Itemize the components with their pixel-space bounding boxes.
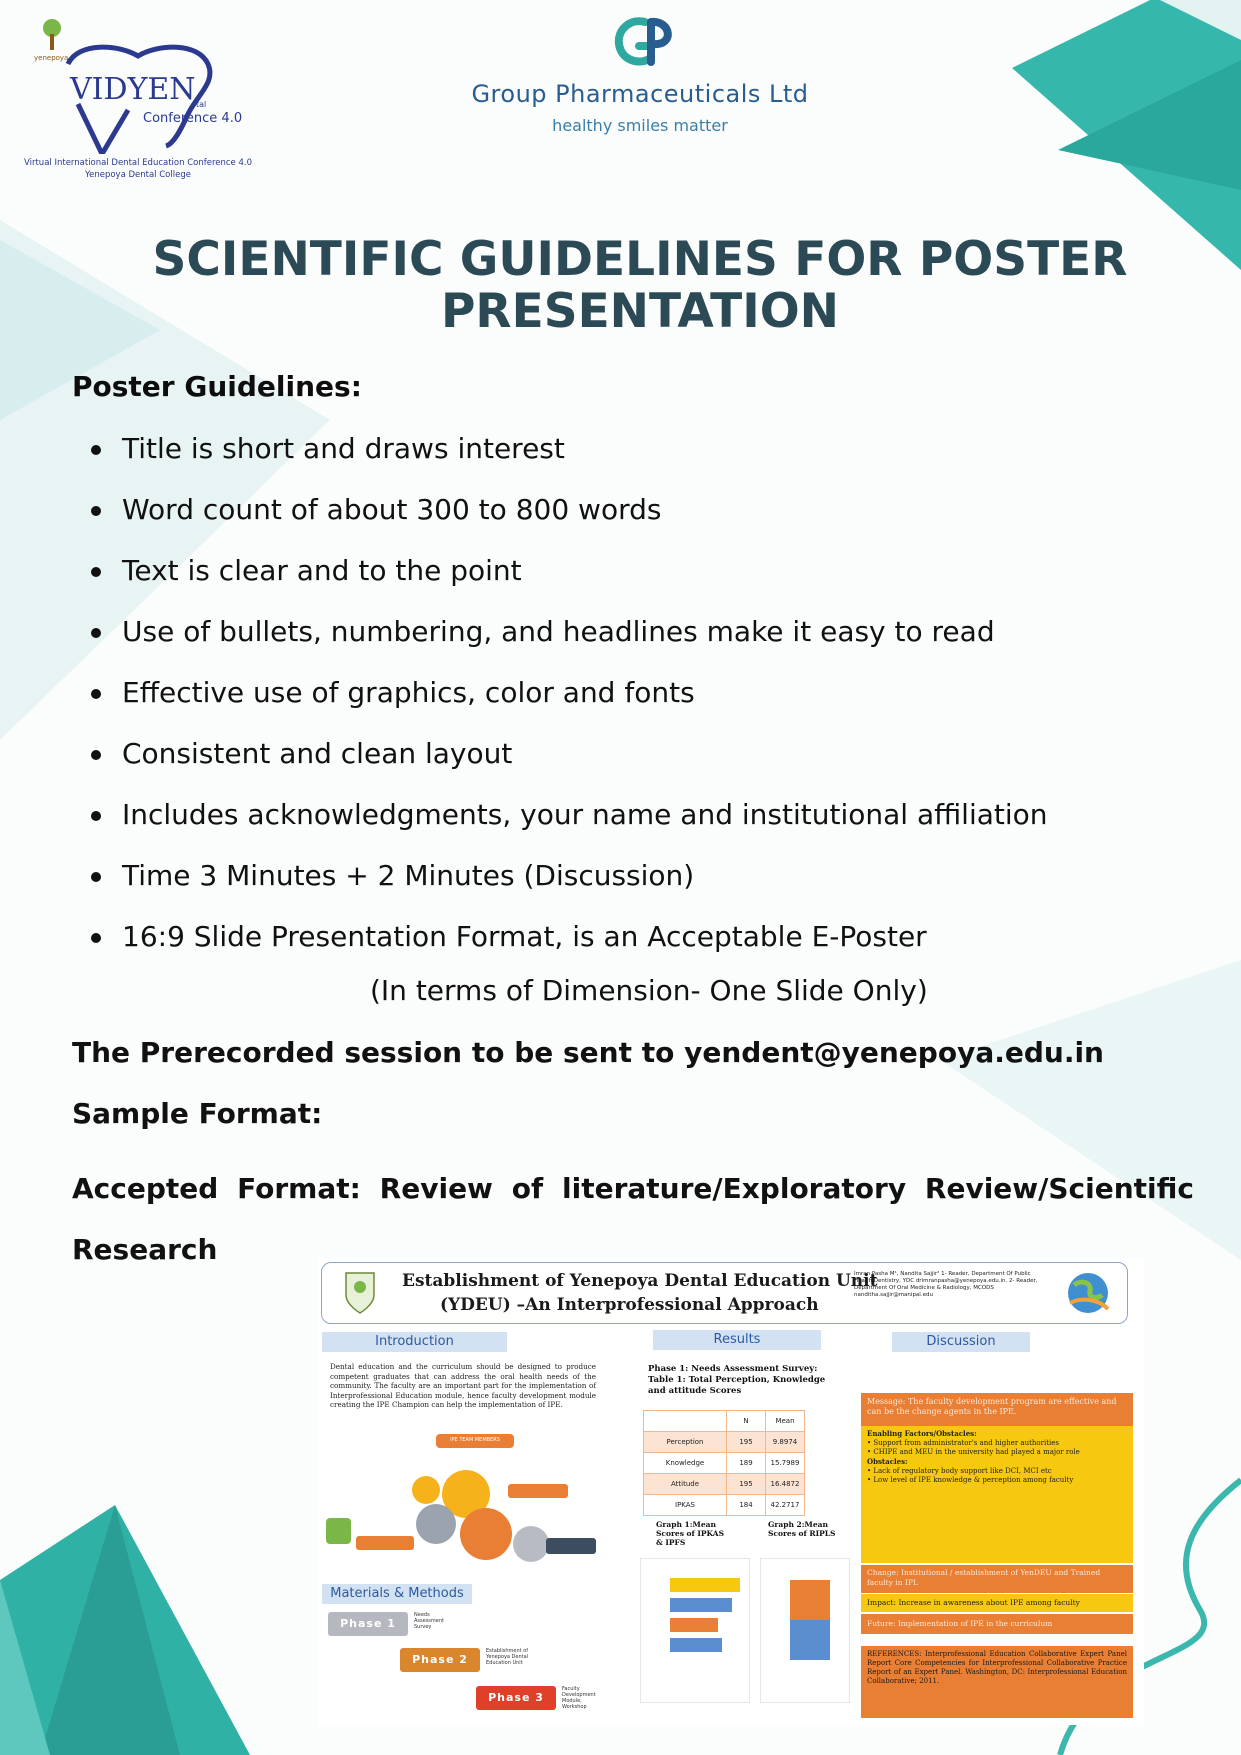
vidyen-conference-full-name: Virtual International Dental Education Conference 4.0 <box>23 158 252 168</box>
poster-authors: Imran Pasha M¹, Nandita Sajjir² 1- Reader, Department Of Public Health Dentistry, YDC drimranpasha@yenepoya.edu.in. 2- Reader, Department Of Oral Medicine & Radiology, MCODS nanditha.sajjir@manipal.edu <box>854 1271 1038 1298</box>
poster-title-line1: Establishment of Yenepoya Dental Education Unit <box>402 1271 878 1291</box>
poster-phase-3: Phase 3 <box>476 1686 556 1710</box>
list-item: Use of bullets, numbering, and headlines make it easy to read <box>72 607 1192 668</box>
bullet-icon <box>91 445 101 455</box>
poster-message: Message: The faculty development program are effective and can be the change agents in the IPE. <box>861 1393 1133 1426</box>
ipe-team-box: IPE TEAM MEMBERS <box>436 1434 514 1448</box>
ipe-gears-diagram <box>326 1454 600 1574</box>
vidyen-conference-label: Conference 4.0 <box>143 111 243 126</box>
poster-impact: Impact: Increase in awareness about IPE among faculty <box>861 1594 1133 1612</box>
tree-icon <box>38 18 66 52</box>
poster-results-table <box>643 1410 805 1516</box>
table-row: Knowledge 189 15.7989 <box>644 1453 805 1474</box>
sponsor-company-name: Group Pharmaceuticals Ltd <box>471 80 809 108</box>
poster-intro-text: Dental education and the curriculum should be designed to produce competent graduates that can address the oral health needs of the community. The faculty are an important part for the implementation of Interprofessional Education module, hence faculty development module creating the IPE Champion can help the implementation of IPE. <box>330 1362 596 1409</box>
poster-phase-1: Phase 1 <box>328 1612 408 1636</box>
poster-discussion-text: Enabling Factors/Obstacles: • Support from administrator's and higher authorities • CHIPE and MEU in the university had played a major role Obstacles: • Lack of regulatory body support like DCI, MCI etc • Low level of IPE knowledge & perception among faculty <box>867 1429 1080 1484</box>
poster-future: Future: Implementation of IPE in the curriculum <box>861 1614 1133 1634</box>
list-item: Effective use of graphics, color and fonts <box>72 668 1192 729</box>
page-title-line2: PRESENTATION <box>440 284 839 339</box>
bullet-icon <box>91 933 101 943</box>
poster-discussion-panel <box>861 1393 1133 1563</box>
accepted-format: Accepted Format: Review of literature/Exploratory Review/Scientific Research <box>72 1172 1194 1266</box>
sponsor-tagline: healthy smiles matter <box>552 116 728 135</box>
sample-format-heading: Sample Format: <box>72 1097 323 1130</box>
yenepoya-small-label: yenepoya <box>34 54 69 62</box>
bullet-icon <box>91 872 101 882</box>
vidyen-superscript: tal <box>196 100 207 109</box>
table-row: Perception 195 9.8974 <box>644 1432 805 1453</box>
list-item: Word count of about 300 to 800 words <box>72 485 1192 546</box>
list-item: Time 3 Minutes + 2 Minutes (Discussion) <box>72 851 1192 912</box>
table-row: Attitude 195 16.4872 <box>644 1474 805 1495</box>
table-row: IPKAS 184 42.2717 <box>644 1495 805 1516</box>
bullet-icon <box>91 689 101 699</box>
list-item: Includes acknowledgments, your name and institutional affiliation <box>72 790 1192 851</box>
poster-graph1-label: Graph 1:Mean Scores of IPKAS & IPFS <box>656 1520 724 1547</box>
poster-section-methods: Materials & Methods <box>322 1584 472 1604</box>
sponsor-logo <box>460 6 820 136</box>
bullet-icon <box>91 506 101 516</box>
guidelines-heading: Poster Guidelines: <box>72 370 362 403</box>
globe-icon <box>1062 1269 1114 1317</box>
poster-phase-2: Phase 2 <box>400 1648 480 1672</box>
dimension-note: (In terms of Dimension- One Slide Only) <box>370 974 928 1007</box>
poster-title-line2: (YDEU) –An Interprofessional Approach <box>440 1295 819 1315</box>
page-title-line1: SCIENTIFIC GUIDELINES FOR POSTER <box>152 232 1128 287</box>
poster-section-introduction: Introduction <box>322 1332 507 1352</box>
list-item: 16:9 Slide Presentation Format, is an Acceptable E-Poster <box>72 912 1192 973</box>
bullet-icon <box>91 567 101 577</box>
poster-change: Change: Institutional / establishment of YenDEU and Trained faculty in IPL <box>861 1565 1133 1593</box>
poster-graph2-thumbnail <box>760 1558 850 1703</box>
poster-phase-1-note: Needs Assessment Survey <box>414 1612 444 1630</box>
vidyen-conference-logo <box>18 18 258 183</box>
poster-section-results: Results <box>653 1330 821 1350</box>
list-item: Text is clear and to the point <box>72 546 1192 607</box>
sample-poster <box>318 1258 1144 1725</box>
list-item: Consistent and clean layout <box>72 729 1192 790</box>
submission-instruction: The Prerecorded session to be sent to yendent@yenepoya.edu.in <box>72 1036 1104 1069</box>
poster-graph1-thumbnail <box>640 1558 750 1703</box>
bullet-icon <box>91 628 101 638</box>
poster-section-discussion: Discussion <box>892 1332 1030 1352</box>
poster-header <box>321 1262 1128 1324</box>
poster-phase-3-note: Faculty Development Module, Workshop <box>562 1686 596 1710</box>
poster-phase-2-note: Establishment of Yenepoya Dental Education Unit <box>486 1648 529 1666</box>
table-row: N Mean <box>644 1411 805 1432</box>
college-crest-icon <box>340 1269 380 1315</box>
vidyen-college-name: Yenepoya Dental College <box>85 170 191 180</box>
page-title <box>90 234 1190 338</box>
list-item: Title is short and draws interest <box>72 424 1192 485</box>
poster-results-heading: Phase 1: Needs Assessment Survey: Table 1: Total Perception, Knowledge and attitude Scores <box>648 1364 826 1396</box>
gp-monogram-icon <box>605 12 685 72</box>
poster-references: REFERENCES: Interprofessional Education Collaborative Expert Panel Report Core Competencies for Interprofessional Collaborative Practice Report of an Expert Panel. Washington, DC: Interprofessional Education Collaborative; 2011. <box>861 1646 1133 1718</box>
guidelines-list <box>72 424 1192 973</box>
vidyen-name: VIDYEN <box>70 72 196 107</box>
poster-graph2-label: Graph 2:Mean Scores of RIPLS <box>768 1520 836 1538</box>
bullet-icon <box>91 750 101 760</box>
bullet-icon <box>91 811 101 821</box>
